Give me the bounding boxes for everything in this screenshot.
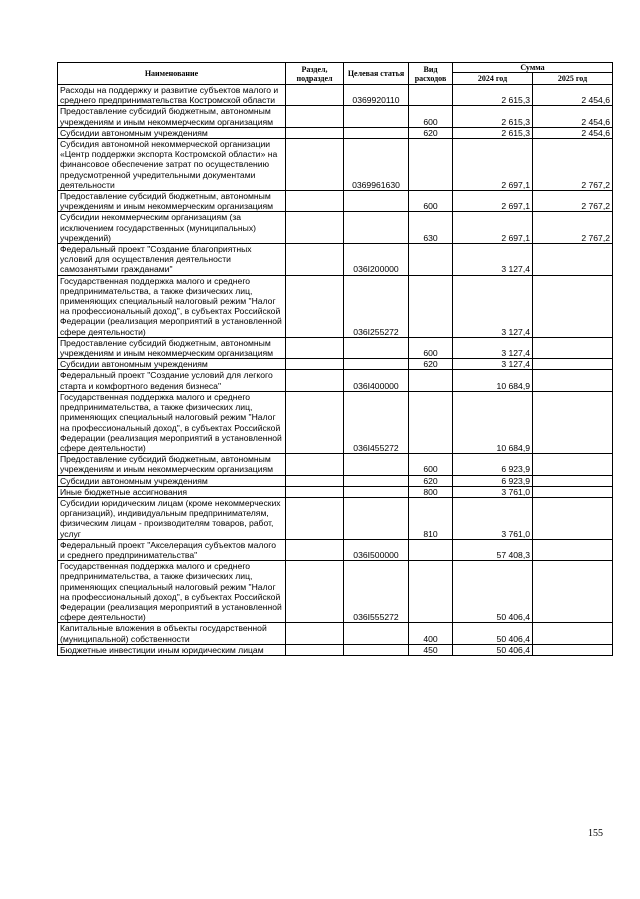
row-target-code (344, 454, 409, 475)
row-sum-2025: 2 454,6 (533, 106, 613, 127)
row-expense-kind: 800 (409, 486, 453, 497)
row-expense-kind (409, 561, 453, 623)
row-expense-kind: 600 (409, 454, 453, 475)
page-number: 155 (588, 828, 603, 839)
row-expense-kind (409, 391, 453, 453)
table-row (58, 497, 613, 539)
row-name: Бюджетные инвестиции иным юридическим лицам (58, 644, 286, 655)
row-section (286, 454, 344, 475)
row-name: Государственная поддержка малого и среднего предпринимательства, а также физических лиц, применяющих специальный налоговый режим "Налог на профессиональный доход", в субъектах Российской Федерации (реализация мероприятий в установленной сфере деятельности) (58, 275, 286, 337)
row-section (286, 644, 344, 655)
row-section (286, 475, 344, 486)
table-row (58, 561, 613, 623)
row-expense-kind (409, 370, 453, 391)
row-sum-2025 (533, 275, 613, 337)
row-section (286, 370, 344, 391)
row-sum-2025 (533, 391, 613, 453)
row-expense-kind: 600 (409, 106, 453, 127)
row-sum-2024: 2 697,1 (453, 191, 533, 212)
row-expense-kind (409, 85, 453, 106)
row-target-code (344, 623, 409, 644)
row-section (286, 244, 344, 276)
table-row (58, 127, 613, 138)
row-sum-2024: 2 615,3 (453, 106, 533, 127)
row-expense-kind: 400 (409, 623, 453, 644)
row-sum-2024: 50 406,4 (453, 561, 533, 623)
row-target-code (344, 486, 409, 497)
row-expense-kind (409, 244, 453, 276)
row-target-code (344, 359, 409, 370)
budget-table (57, 62, 613, 656)
row-sum-2024: 2 615,3 (453, 127, 533, 138)
row-target-code: 036I455272 (344, 391, 409, 453)
row-sum-2024: 3 127,4 (453, 244, 533, 276)
row-sum-2025 (533, 644, 613, 655)
table-row (58, 139, 613, 191)
row-expense-kind: 810 (409, 497, 453, 539)
row-expense-kind: 620 (409, 127, 453, 138)
row-target-code (344, 475, 409, 486)
row-sum-2024: 6 923,9 (453, 454, 533, 475)
row-expense-kind (409, 539, 453, 560)
table-row (58, 191, 613, 212)
row-sum-2025: 2 454,6 (533, 127, 613, 138)
row-sum-2024: 3 761,0 (453, 497, 533, 539)
row-target-code (344, 212, 409, 244)
row-target-code: 036I200000 (344, 244, 409, 276)
row-section (286, 106, 344, 127)
row-expense-kind: 600 (409, 191, 453, 212)
row-sum-2024: 2 697,1 (453, 212, 533, 244)
row-section (286, 497, 344, 539)
row-sum-2024: 3 127,4 (453, 337, 533, 358)
row-sum-2024: 50 406,4 (453, 623, 533, 644)
table-row (58, 85, 613, 106)
row-name: Предоставление субсидий бюджетным, автономным учреждениям и иным некоммерческим организациям (58, 106, 286, 127)
row-sum-2024: 10 684,9 (453, 391, 533, 453)
row-sum-2025: 2 767,2 (533, 139, 613, 191)
row-target-code (344, 497, 409, 539)
row-target-code: 036I400000 (344, 370, 409, 391)
row-target-code (344, 127, 409, 138)
row-name: Федеральный проект "Акселерация субъектов малого и среднего предпринимательства" (58, 539, 286, 560)
row-sum-2025 (533, 539, 613, 560)
row-sum-2024: 2 697,1 (453, 139, 533, 191)
row-sum-2024: 2 615,3 (453, 85, 533, 106)
row-section (286, 391, 344, 453)
row-name: Предоставление субсидий бюджетным, автономным учреждениям и иным некоммерческим организациям (58, 191, 286, 212)
row-name: Капитальные вложения в объекты государственной (муниципальной) собственности (58, 623, 286, 644)
row-sum-2025 (533, 454, 613, 475)
row-section (286, 359, 344, 370)
row-expense-kind: 620 (409, 359, 453, 370)
row-sum-2025 (533, 370, 613, 391)
table-row (58, 539, 613, 560)
table-row (58, 486, 613, 497)
row-target-code (344, 337, 409, 358)
header-year-2025: 2025 год (533, 73, 613, 85)
row-expense-kind: 620 (409, 475, 453, 486)
row-name: Федеральный проект "Создание благоприятных условий для осуществления деятельности самозанятыми гражданами" (58, 244, 286, 276)
row-name: Субсидия автономной некоммерческой организации «Центр поддержки экспорта Костромской области» на финансовое обеспечение затрат по осуществлению предусмотренной учредительными документами деятельности (58, 139, 286, 191)
row-sum-2025 (533, 623, 613, 644)
row-target-code: 0369920110 (344, 85, 409, 106)
row-name: Предоставление субсидий бюджетным, автономным учреждениям и иным некоммерческим организациям (58, 454, 286, 475)
row-sum-2025 (533, 337, 613, 358)
table-row (58, 359, 613, 370)
row-section (286, 539, 344, 560)
row-name: Иные бюджетные ассигнования (58, 486, 286, 497)
row-section (286, 561, 344, 623)
row-sum-2025 (533, 475, 613, 486)
row-sum-2024: 3 127,4 (453, 275, 533, 337)
row-name: Субсидии юридическим лицам (кроме некоммерческих организаций), индивидуальным предпринимателям, физическим лицам - производителям товаров, работ, услуг (58, 497, 286, 539)
row-section (286, 275, 344, 337)
row-target-code (344, 106, 409, 127)
row-section (286, 486, 344, 497)
table-row (58, 454, 613, 475)
row-sum-2024: 3 127,4 (453, 359, 533, 370)
row-target-code: 036I500000 (344, 539, 409, 560)
row-sum-2024: 6 923,9 (453, 475, 533, 486)
table-body (58, 85, 613, 656)
table-row (58, 623, 613, 644)
row-sum-2025 (533, 244, 613, 276)
row-expense-kind: 450 (409, 644, 453, 655)
table-row (58, 644, 613, 655)
row-section (286, 191, 344, 212)
table-row (58, 475, 613, 486)
row-name: Субсидии некоммерческим организациям (за исключением государственных (муниципальных) учреждений) (58, 212, 286, 244)
row-target-code: 0369961630 (344, 139, 409, 191)
row-name: Федеральный проект "Создание условий для легкого старта и комфортного ведения бизнеса" (58, 370, 286, 391)
table-row (58, 212, 613, 244)
row-section (286, 212, 344, 244)
header-target: Целевая статья (344, 63, 409, 85)
table-row (58, 275, 613, 337)
row-expense-kind (409, 275, 453, 337)
row-name: Субсидии автономным учреждениям (58, 359, 286, 370)
row-expense-kind (409, 139, 453, 191)
header-kind: Вид расходов (409, 63, 453, 85)
table-row (58, 337, 613, 358)
row-section (286, 127, 344, 138)
header-sum: Сумма (453, 63, 613, 73)
row-name: Предоставление субсидий бюджетным, автономным учреждениям и иным некоммерческим организациям (58, 337, 286, 358)
header-name: Наименование (58, 63, 286, 85)
header-section: Раздел, подраздел (286, 63, 344, 85)
row-section (286, 337, 344, 358)
row-sum-2024: 10 684,9 (453, 370, 533, 391)
row-name: Государственная поддержка малого и среднего предпринимательства, а также физических лиц, применяющих специальный налоговый режим "Налог на профессиональный доход", в субъектах Российской Федерации (реализация мероприятий в установленной сфере деятельности) (58, 391, 286, 453)
row-section (286, 139, 344, 191)
row-sum-2025: 2 767,2 (533, 191, 613, 212)
row-target-code: 036I555272 (344, 561, 409, 623)
row-name: Субсидии автономным учреждениям (58, 127, 286, 138)
table-header (58, 63, 613, 85)
row-sum-2025 (533, 359, 613, 370)
table-row (58, 106, 613, 127)
row-expense-kind: 630 (409, 212, 453, 244)
table-row (58, 370, 613, 391)
row-sum-2024: 50 406,4 (453, 644, 533, 655)
row-name: Субсидии автономным учреждениям (58, 475, 286, 486)
row-section (286, 85, 344, 106)
table-row (58, 244, 613, 276)
row-sum-2025 (533, 486, 613, 497)
row-sum-2024: 57 408,3 (453, 539, 533, 560)
row-section (286, 623, 344, 644)
row-expense-kind: 600 (409, 337, 453, 358)
row-sum-2025 (533, 497, 613, 539)
row-sum-2025: 2 767,2 (533, 212, 613, 244)
row-name: Государственная поддержка малого и среднего предпринимательства, а также физических лиц, применяющих специальный налоговый режим "Налог на профессиональный доход", в субъектах Российской Федерации (реализация мероприятий в установленной сфере деятельности) (58, 561, 286, 623)
row-sum-2025: 2 454,6 (533, 85, 613, 106)
table-row (58, 391, 613, 453)
row-target-code (344, 191, 409, 212)
row-name: Расходы на поддержку и развитие субъектов малого и среднего предпринимательства Костромской области (58, 85, 286, 106)
row-target-code: 036I255272 (344, 275, 409, 337)
header-year-2024: 2024 год (453, 73, 533, 85)
row-sum-2024: 3 761,0 (453, 486, 533, 497)
row-target-code (344, 644, 409, 655)
row-sum-2025 (533, 561, 613, 623)
